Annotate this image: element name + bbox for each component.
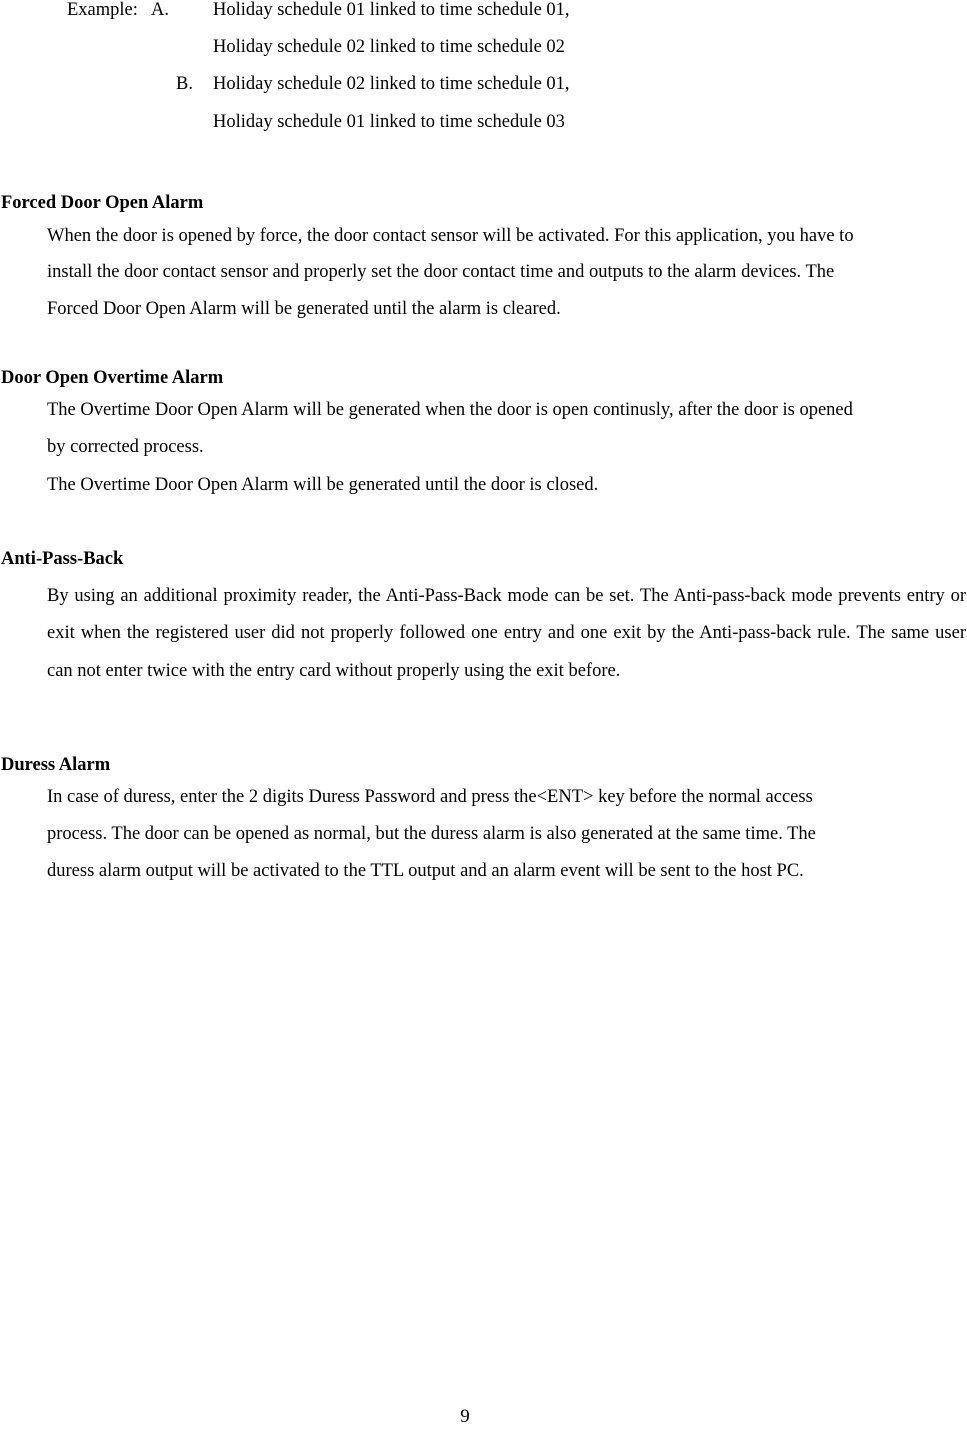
duress-line-3: duress alarm output will be activated to the TTL output and an alarm event will be sent to the host PC.	[47, 861, 804, 881]
door-overtime-line-1: The Overtime Door Open Alarm will be generated when the door is open continusly, after the door is opened	[47, 400, 853, 420]
door-overtime-line-2: by corrected process.	[47, 437, 204, 457]
door-overtime-line-3: The Overtime Door Open Alarm will be generated until the door is closed.	[47, 475, 599, 495]
example-a-letter: A.	[151, 0, 169, 20]
example-b-line-1: Holiday schedule 02 linked to time schedule 01,	[213, 74, 570, 94]
example-a-line-2: Holiday schedule 02 linked to time schedule 02	[213, 37, 565, 57]
forced-door-line-1: When the door is opened by force, the door contact sensor will be activated. For this application, you have to	[47, 226, 854, 246]
example-label: Example:	[67, 0, 138, 20]
anti-pass-back-heading: Anti-Pass-Back	[1, 549, 124, 569]
page-number: 9	[460, 1406, 470, 1427]
forced-door-line-3: Forced Door Open Alarm will be generated until the alarm is cleared.	[47, 299, 561, 319]
example-b-line-2: Holiday schedule 01 linked to time schedule 03	[213, 112, 565, 132]
duress-line-2: process. The door can be opened as normal, but the duress alarm is also generated at the same time. The	[47, 824, 816, 844]
door-overtime-heading: Door Open Overtime Alarm	[1, 368, 224, 388]
duress-line-1: In case of duress, enter the 2 digits Duress Password and press the<ENT> key before the normal access	[47, 787, 813, 807]
anti-pass-back-paragraph: By using an additional proximity reader, the Anti-Pass-Back mode can be set. The Anti-pass-back mode prevents entry or exit when the registered user did not properly followed one entry and one exit by the Anti-pass-back rule. The same user can not enter twice with the entry card without properly using the exit before.	[47, 586, 966, 681]
duress-heading: Duress Alarm	[1, 755, 111, 775]
forced-door-line-2: install the door contact sensor and properly set the door contact time and outputs to the alarm devices. The	[47, 262, 835, 282]
forced-door-heading: Forced Door Open Alarm	[1, 193, 204, 213]
example-b-letter: B.	[176, 74, 193, 94]
example-a-line-1: Holiday schedule 01 linked to time schedule 01,	[213, 0, 570, 20]
